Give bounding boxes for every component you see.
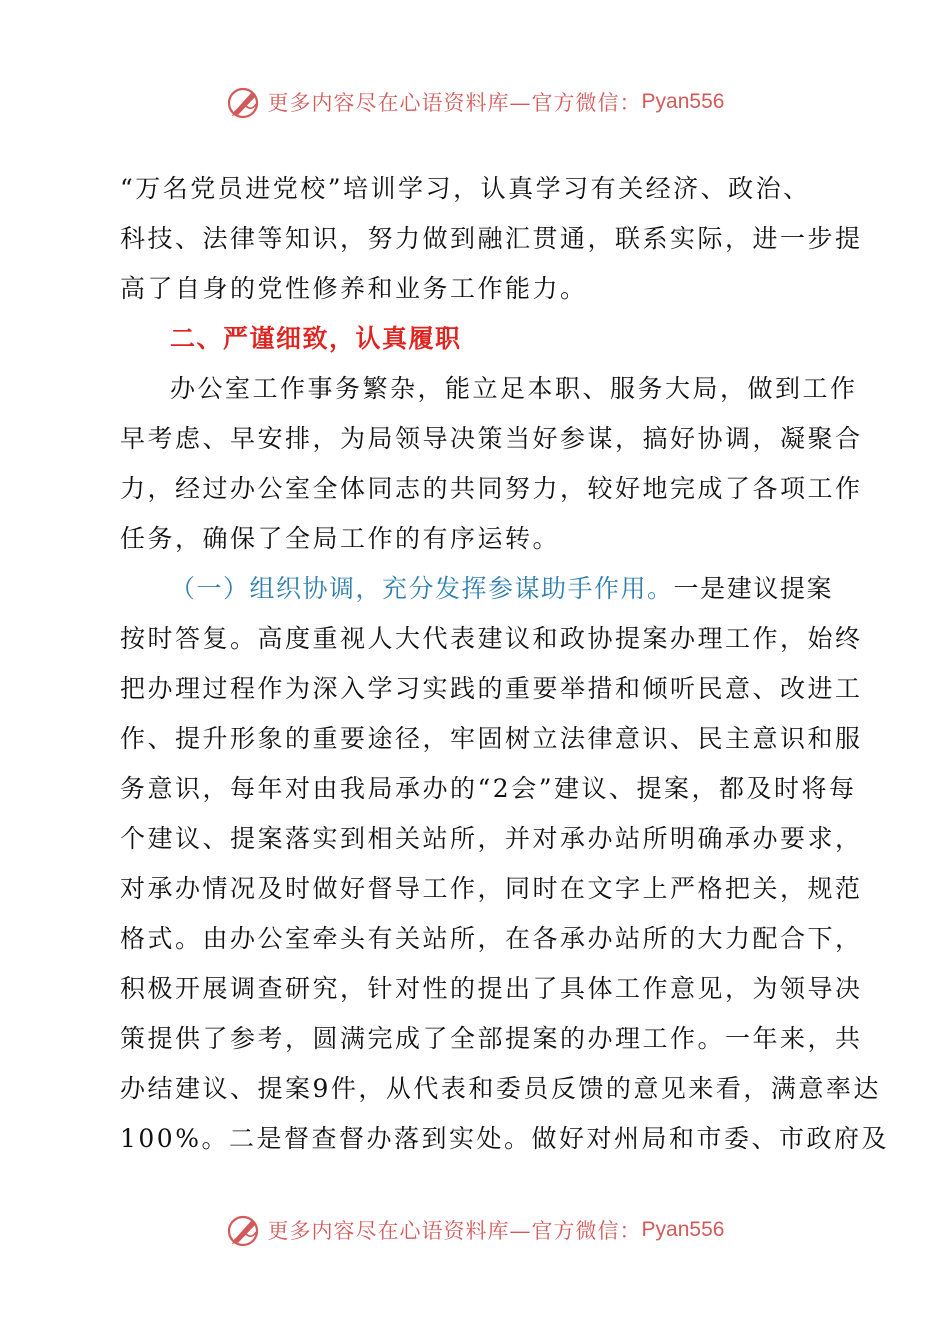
text-line: 高了自身的党性修养和业务工作能力。 xyxy=(120,274,588,303)
text-line: 100%。二是督查督办落到实处。做好对州局和市委、市政府及 xyxy=(120,1124,889,1153)
text-line: 任务，确保了全局工作的有序运转。 xyxy=(120,524,561,553)
text-line: 科技、法律等知识，努力做到融汇贯通，联系实际，进一步提 xyxy=(120,224,863,253)
text-line: “万名党员进党校”培训学习，认真学习有关经济、政治、 xyxy=(120,174,811,203)
subsection-heading: （一）组织协调，充分发挥参谋助手作用。 xyxy=(170,574,674,603)
text-line: 策提供了参考，圆满完成了全部提案的办理工作。一年来，共 xyxy=(120,1024,863,1053)
section-heading: 二、严谨细致，认真履职 xyxy=(170,324,462,353)
text-line: 个建议、提案落实到相关站所，并对承办站所明确承办要求， xyxy=(120,824,863,853)
banner-wechat-id: Pyan556 xyxy=(641,90,725,113)
text-line: 积极开展调查研究，针对性的提出了具体工作意见，为领导决 xyxy=(120,974,863,1003)
pen-logo-icon xyxy=(226,84,262,120)
banner-text: 更多内容尽在心语资料库—官方微信： xyxy=(267,91,642,115)
text-line: 作、提升形象的重要途径，牢固树立法律意识、民主意识和服 xyxy=(120,724,863,753)
header-banner xyxy=(0,80,950,124)
text-line: 办公室工作事务繁杂，能立足本职、服务大局，做到工作 xyxy=(170,374,858,403)
banner-wechat-id: Pyan556 xyxy=(641,1218,725,1241)
text-run: 一是建议提案 xyxy=(673,574,834,603)
text-line: 对承办情况及时做好督导工作，同时在文字上严格把关，规范 xyxy=(120,874,863,903)
pen-logo-icon xyxy=(226,1212,262,1248)
banner-text: 更多内容尽在心语资料库—官方微信： xyxy=(267,1219,642,1243)
footer-banner xyxy=(0,1208,950,1252)
document-body xyxy=(120,164,889,1164)
text-line: 按时答复。高度重视人大代表建议和政协提案办理工作，始终 xyxy=(120,624,863,653)
subsection-line xyxy=(170,564,840,614)
text-line: 力，经过办公室全体同志的共同努力，较好地完成了各项工作 xyxy=(120,474,863,503)
text-line: 早考虑、早安排，为局领导决策当好参谋，搞好协调，凝聚合 xyxy=(120,424,863,453)
text-line: 格式。由办公室牵头有关站所，在各承办站所的大力配合下， xyxy=(120,924,863,953)
text-line: 把办理过程作为深入学习实践的重要举措和倾听民意、改进工 xyxy=(120,674,863,703)
text-line: 务意识，每年对由我局承办的“2会”建议、提案，都及时将每 xyxy=(120,774,857,803)
text-line: 办结建议、提案9件，从代表和委员反馈的意见来看，满意率达 xyxy=(120,1074,881,1103)
